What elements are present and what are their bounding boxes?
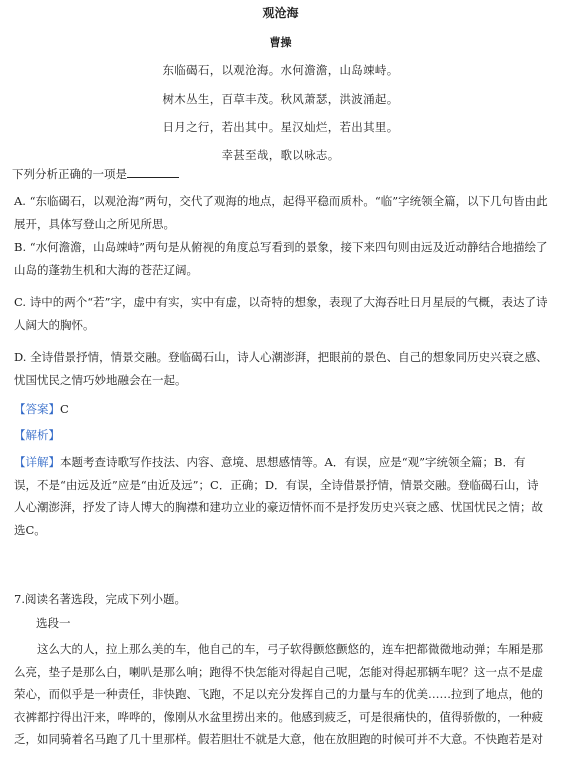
poem-line: 日月之行，若出其中。星汉灿烂，若出其里。	[162, 120, 399, 134]
poem-author: 曹操	[269, 36, 292, 49]
question-7-title: 7.阅读名著选段，完成下列小题。	[14, 592, 186, 606]
poem-title: 观沧海	[262, 6, 299, 20]
answer-value: C	[60, 402, 69, 416]
answer-label: 【答案】	[14, 402, 60, 416]
question-stem-text: 下列分析正确的一项是	[12, 167, 127, 181]
section-title: 选段一	[36, 616, 71, 630]
detail-text: 本题考查诗歌写作技法、内容、意境、思想感情等。A．有误，应是“观”字统领全篇；B．有误，不是“由远及近”应是“由近及远”；C．正确；D．有误，全诗借景抒情，情景交融。登临碣石山，诗人心潮澎湃，抒发了诗人博大的胸襟和建功立业的豪迈情怀而不是抒发历史兴衰之感、忧国忧民之情；故选C。	[14, 455, 543, 537]
option-c: C. 诗中的两个“若”字，虚中有实，实中有虚，以奇特的想象，表现了大海吞吐日月星辰的气概，表达了诗人阔大的胸怀。	[14, 295, 548, 332]
option-b: B. “水何澹澹，山岛竦峙”两句是从俯视的角度总写看到的景象，接下来四句则由远及近动静结合地描绘了山岛的蓬勃生机和大海的苍茫辽阔。	[14, 240, 548, 277]
answer-blank	[127, 165, 179, 178]
passage-text: 这么大的人，拉上那么美的车，他自己的车，弓子软得颤悠颤悠的，连车把都微微地动弹；车厢是那么亮，垫子是那么白，喇叭是那么响；跑得不快怎能对得起自己呢，怎能对得起那辆车呢？这一点不是虚荣心，而似乎是一种责任，非快跑、飞跑，不足以充分发挥自己的力量与车的优美……拉到了地点，他的衣裤都拧得出汗来，哗哗的，像刚从水盆里捞出来的。他感到疲乏，可是很痛快的，值得骄傲的，一种疲乏，如同骑着名马跑了几十里那样。假若胆壮不就是大意，他在放胆跑的时候可并不大意。不快跑若是对	[14, 642, 543, 746]
poem-line: 东临碣石，以观沧海。水何澹澹，山岛竦峙。	[162, 63, 399, 77]
detail-paragraph	[14, 451, 548, 541]
poem-line: 树木丛生，百草丰茂。秋风萧瑟，洪波涌起。	[162, 92, 399, 106]
detail-label: 【详解】	[14, 455, 60, 469]
analysis-label: 【解析】	[14, 428, 60, 442]
question-stem	[12, 163, 546, 186]
poem-line: 幸甚至哉，歌以咏志。	[221, 148, 340, 162]
option-a: A. “东临碣石，以观沧海”两句，交代了观海的地点，起得平稳而质朴。“临”字统领全篇，以下几句皆由此展开，具体写登山之所见所思。	[14, 194, 548, 231]
answer-line	[14, 398, 548, 421]
analysis-line	[14, 424, 548, 447]
option-d: D. 全诗借景抒情，情景交融。登临碣石山，诗人心潮澎湃，把眼前的景色、自己的想象同历史兴衰之感、忧国忧民之情巧妙地融会在一起。	[14, 350, 548, 387]
